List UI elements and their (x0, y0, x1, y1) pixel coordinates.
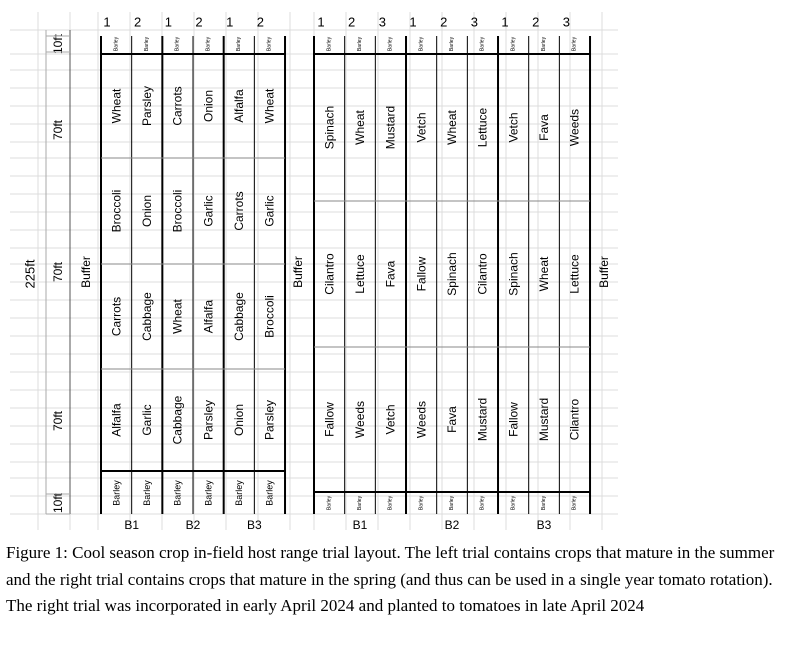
border-crop-label: Barley (113, 36, 120, 52)
block-label: B2 (185, 518, 201, 532)
border-crop-label: Barley (357, 495, 364, 511)
plot-crop-label: Weeds (353, 400, 368, 439)
plot-crop-label: Garlic (262, 195, 277, 227)
plot-crop-label: Onion (201, 89, 216, 123)
column-number-label: 1 (501, 14, 509, 30)
buffer-label: Buffer (291, 256, 305, 288)
plot-crop-label: Wheat (109, 88, 124, 124)
border-crop-label: Barley (571, 495, 578, 511)
dimension-row-length: 10ft (51, 492, 65, 514)
plot-crop-label: Carrots (170, 86, 185, 126)
border-crop-label: Barley (144, 36, 151, 52)
plot-crop-label: Spinach (322, 105, 337, 150)
column-number-label: 1 (409, 14, 417, 30)
plot-crop-label: Broccoli (109, 189, 124, 233)
column-number-label: 1 (317, 14, 325, 30)
block-label: B1 (352, 518, 368, 532)
border-crop-label: Barley (326, 495, 333, 511)
plot-crop-label: Vetch (383, 404, 398, 435)
plot-crop-label: Cilantro (475, 253, 490, 295)
plot-crop-label: Fava (537, 114, 552, 141)
border-crop-label: Barley (387, 495, 394, 511)
plot-crop-label: Onion (232, 403, 247, 437)
plot-crop-label: Spinach (445, 252, 460, 296)
plot-crop-label: Vetch (506, 112, 521, 143)
column-number-label: 2 (134, 14, 142, 30)
buffer-label: Buffer (79, 256, 93, 288)
border-crop-label: Barley (571, 36, 578, 52)
plot-crop-label: Fava (445, 406, 460, 433)
plot-crop-label: Garlic (140, 404, 155, 436)
plot-crop-label: Broccoli (170, 189, 185, 233)
plot-crop-label: Fallow (506, 402, 521, 437)
figure-caption: Figure 1: Cool season crop in-field host range trial layout. The left trial contains crops that mature in the summer and the right trial contains crops that mature in the spring (and thus can be used in a single year tomato rotation). The right trial was incorporated in early April 2024 and planted to tomatoes in late April 2024 (6, 543, 775, 615)
column-number-label: 2 (440, 14, 448, 30)
border-crop-label: Barley (510, 495, 517, 511)
plot-crop-label: Wheat (353, 110, 368, 145)
plot-crop-label: Alfalfa (232, 89, 247, 123)
plot-crop-label: Fallow (322, 402, 337, 437)
border-crop-label: Barley (174, 36, 181, 52)
plot-crop-label: Parsley (262, 399, 277, 441)
plot-crop-label: Parsley (140, 85, 155, 127)
column-number-label: 3 (470, 14, 478, 30)
column-number-label: 2 (256, 14, 264, 30)
column-number-label: 2 (532, 14, 540, 30)
column-number-label: 3 (378, 14, 386, 30)
plot-crop-label: Onion (140, 194, 155, 228)
plot-crop-label: Parsley (201, 399, 216, 441)
plot-crop-label: Cabbage (140, 292, 155, 341)
block-label: B3 (536, 518, 552, 532)
block-label: B1 (124, 518, 140, 532)
plot-crop-label: Alfalfa (109, 403, 124, 437)
border-crop-label: Barley (203, 480, 214, 506)
column-number-label: 2 (348, 14, 356, 30)
plot-crop-label: Vetch (414, 112, 429, 143)
plot-crop-label: Broccoli (262, 295, 277, 338)
border-crop-label: Barley (142, 480, 153, 506)
block-label: B3 (247, 518, 262, 532)
dimension-row-length: 70ft (51, 119, 65, 141)
plot-crop-label: Cilantro (322, 253, 337, 295)
plot-crop-label: Wheat (170, 299, 185, 334)
plot-crop-label: Weeds (414, 400, 429, 439)
border-crop-label: Barley (234, 480, 245, 506)
plot-crop-label: Fallow (414, 256, 429, 292)
border-crop-label: Barley (541, 36, 548, 52)
plot-crop-label: Carrots (109, 296, 124, 337)
border-crop-label: Barley (387, 36, 394, 52)
plot-crop-label: Wheat (262, 88, 277, 124)
plot-crop-label: Spinach (506, 252, 521, 296)
plot-crop-label: Lettuce (353, 254, 368, 294)
plot-crop-label: Fava (383, 260, 398, 288)
dimension-row-length: 10ft (51, 33, 65, 55)
dimension-row-length: 70ft (51, 410, 65, 432)
border-crop-label: Barley (266, 36, 273, 52)
border-crop-label: Barley (357, 36, 364, 52)
border-crop-label: Barley (205, 36, 212, 52)
column-number-label: 3 (562, 14, 570, 30)
plot-crop-label: Mustard (383, 105, 398, 150)
plot-crop-label: Cilantro (567, 398, 582, 441)
plot-crop-label: Wheat (445, 110, 460, 145)
border-crop-label: Barley (510, 36, 517, 52)
border-crop-label: Barley (449, 495, 456, 511)
column-number-label: 1 (226, 14, 234, 30)
border-crop-label: Barley (479, 495, 486, 511)
plot-crop-label: Alfalfa (201, 299, 216, 334)
plot-crop-label: Carrots (232, 191, 247, 231)
dimension-row-length: 70ft (51, 261, 65, 283)
dimension-total-length: 225ft (22, 259, 38, 289)
column-number-label: 1 (164, 14, 172, 30)
border-crop-label: Barley (172, 480, 183, 506)
plot-crop-label: Cabbage (170, 395, 185, 445)
plot-crop-label: Mustard (537, 397, 552, 442)
plot-crop-label: Cabbage (232, 292, 247, 341)
block-label: B2 (444, 518, 460, 532)
column-number-label: 1 (103, 14, 111, 30)
buffer-label: Buffer (597, 256, 611, 288)
border-crop-label: Barley (236, 36, 243, 52)
column-number-label: 2 (195, 14, 203, 30)
border-crop-label: Barley (479, 36, 486, 52)
border-crop-label: Barley (264, 480, 275, 506)
border-crop-label: Barley (418, 495, 425, 511)
plot-crop-label: Garlic (201, 195, 216, 227)
plot-crop-label: Weeds (567, 108, 582, 147)
border-crop-label: Barley (449, 36, 456, 52)
border-crop-label: Barley (326, 36, 333, 52)
border-crop-label: Barley (418, 36, 425, 52)
plot-crop-label: Lettuce (567, 254, 582, 294)
plot-crop-label: Mustard (475, 397, 490, 442)
plot-crop-label: Wheat (537, 256, 552, 292)
plot-crop-label: Lettuce (475, 107, 490, 148)
border-crop-label: Barley (541, 495, 548, 511)
border-crop-label: Barley (111, 480, 122, 506)
